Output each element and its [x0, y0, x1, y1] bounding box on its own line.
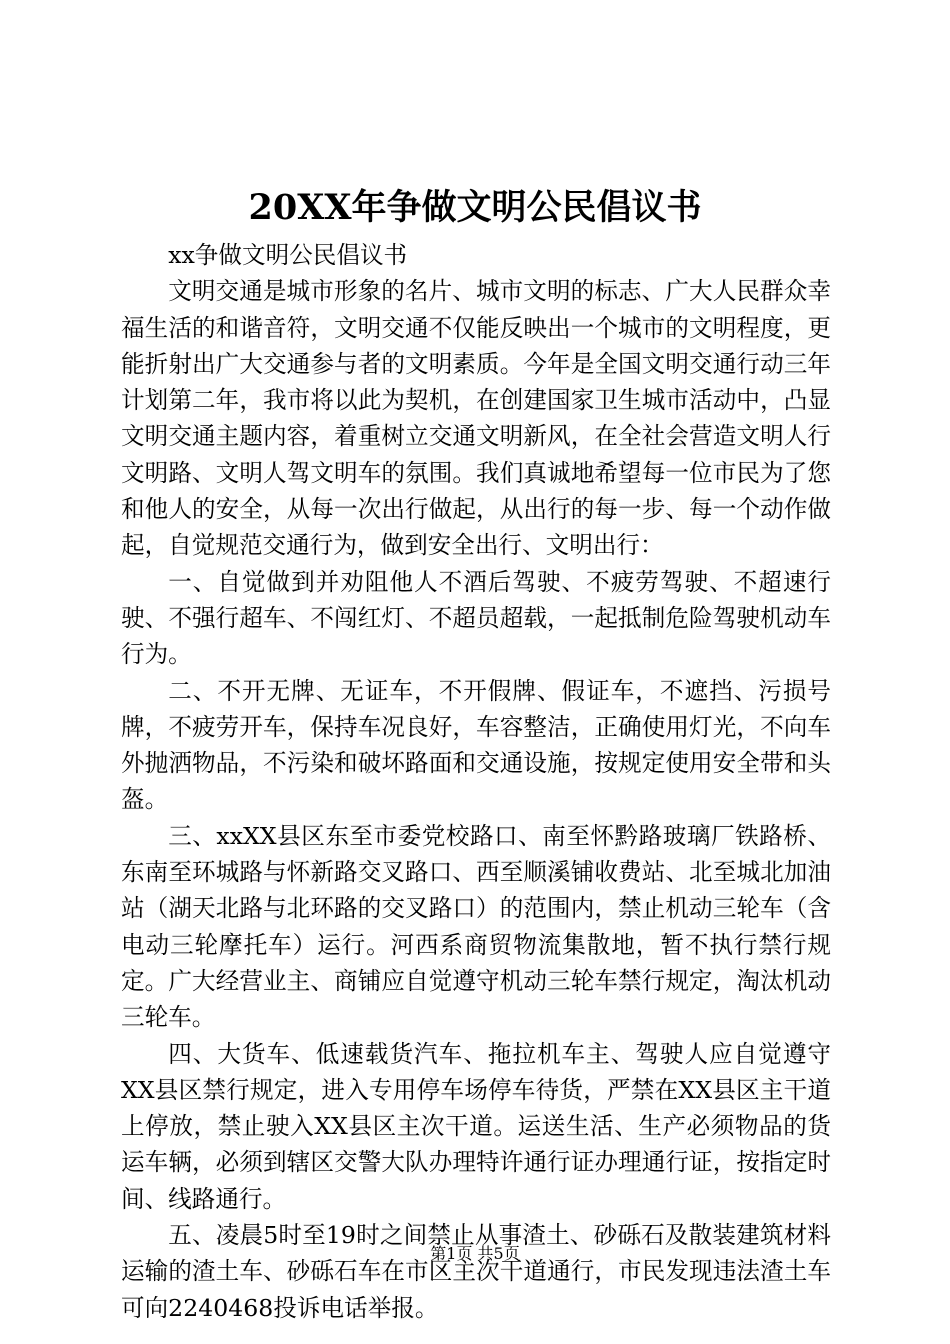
paragraph-item-5: 五、凌晨5时至19时之间禁止从事渣土、砂砾石及散装建筑材料运输的渣土车、砂砾石车在市区主次干道通行，市民发现违法渣土车可向2240468投诉电话举报。 — [121, 1221, 831, 1322]
paragraph-item-4: 四、大货车、低速载货汽车、拖拉机车主、驾驶人应自觉遵守XX县区禁行规定，进入专用停车场停车待货，严禁在XX县区主干道上停放，禁止驶入XX县区主次干道。运送生活、生产必须物品的货运车辆，必须到辖区交警大队办理特许通行证办理通行证，按指定时间、线路通行。 — [121, 1039, 831, 1213]
paragraph-intro: 文明交通是城市形象的名片、城市文明的标志、广大人民群众幸福生活的和谐音符，文明交通不仅能反映出一个城市的文明程度，更能折射出广大交通参与者的文明素质。今年是全国文明交通行动三年计划第二年，我市将以此为契机，在创建国家卫生城市活动中，凸显文明交通主题内容，着重树立交通文明新风，在全社会营造文明人行文明路、文明人驾文明车的氛围。我们真诚地希望每一位市民为了您和他人的安全，从每一次出行做起，从出行的每一步、每一个动作做起，自觉规范交通行为，做到安全出行、文明出行： — [121, 277, 831, 560]
document-body — [121, 237, 831, 1326]
document-title: 20XX年争做文明公民倡议书 — [248, 187, 702, 228]
paragraph-item-1: 一、自觉做到并劝阻他人不酒后驾驶、不疲劳驾驶、不超速行驶、不强行超车、不闯红灯、不超员超载，一起抵制危险驾驶机动车行为。 — [121, 567, 831, 669]
paragraph-item-2: 二、不开无牌、无证车，不开假牌、假证车，不遮挡、污损号牌，不疲劳开车，保持车况良好，车容整洁，正确使用灯光，不向车外抛洒物品，不污染和破坏路面和交通设施，按规定使用安全带和头盔。 — [121, 676, 831, 814]
paragraph-subtitle: xx争做文明公民倡议书 — [168, 241, 408, 269]
paragraph-item-3: 三、xxXX县区东至市委党校路口、南至怀黔路玻璃厂铁路桥、东南至环城路与怀新路交叉路口、西至顺溪铺收费站、北至城北加油站（湖天北路与北环路的交叉路口）的范围内，禁止机动三轮车（含电动三轮摩托车）运行。河西系商贸物流集散地，暂不执行禁行规定。广大经营业主、商铺应自觉遵守机动三轮车禁行规定，淘汰机动三轮车。 — [121, 821, 831, 1032]
page-footer: 第1页 共5页 — [430, 1244, 520, 1263]
